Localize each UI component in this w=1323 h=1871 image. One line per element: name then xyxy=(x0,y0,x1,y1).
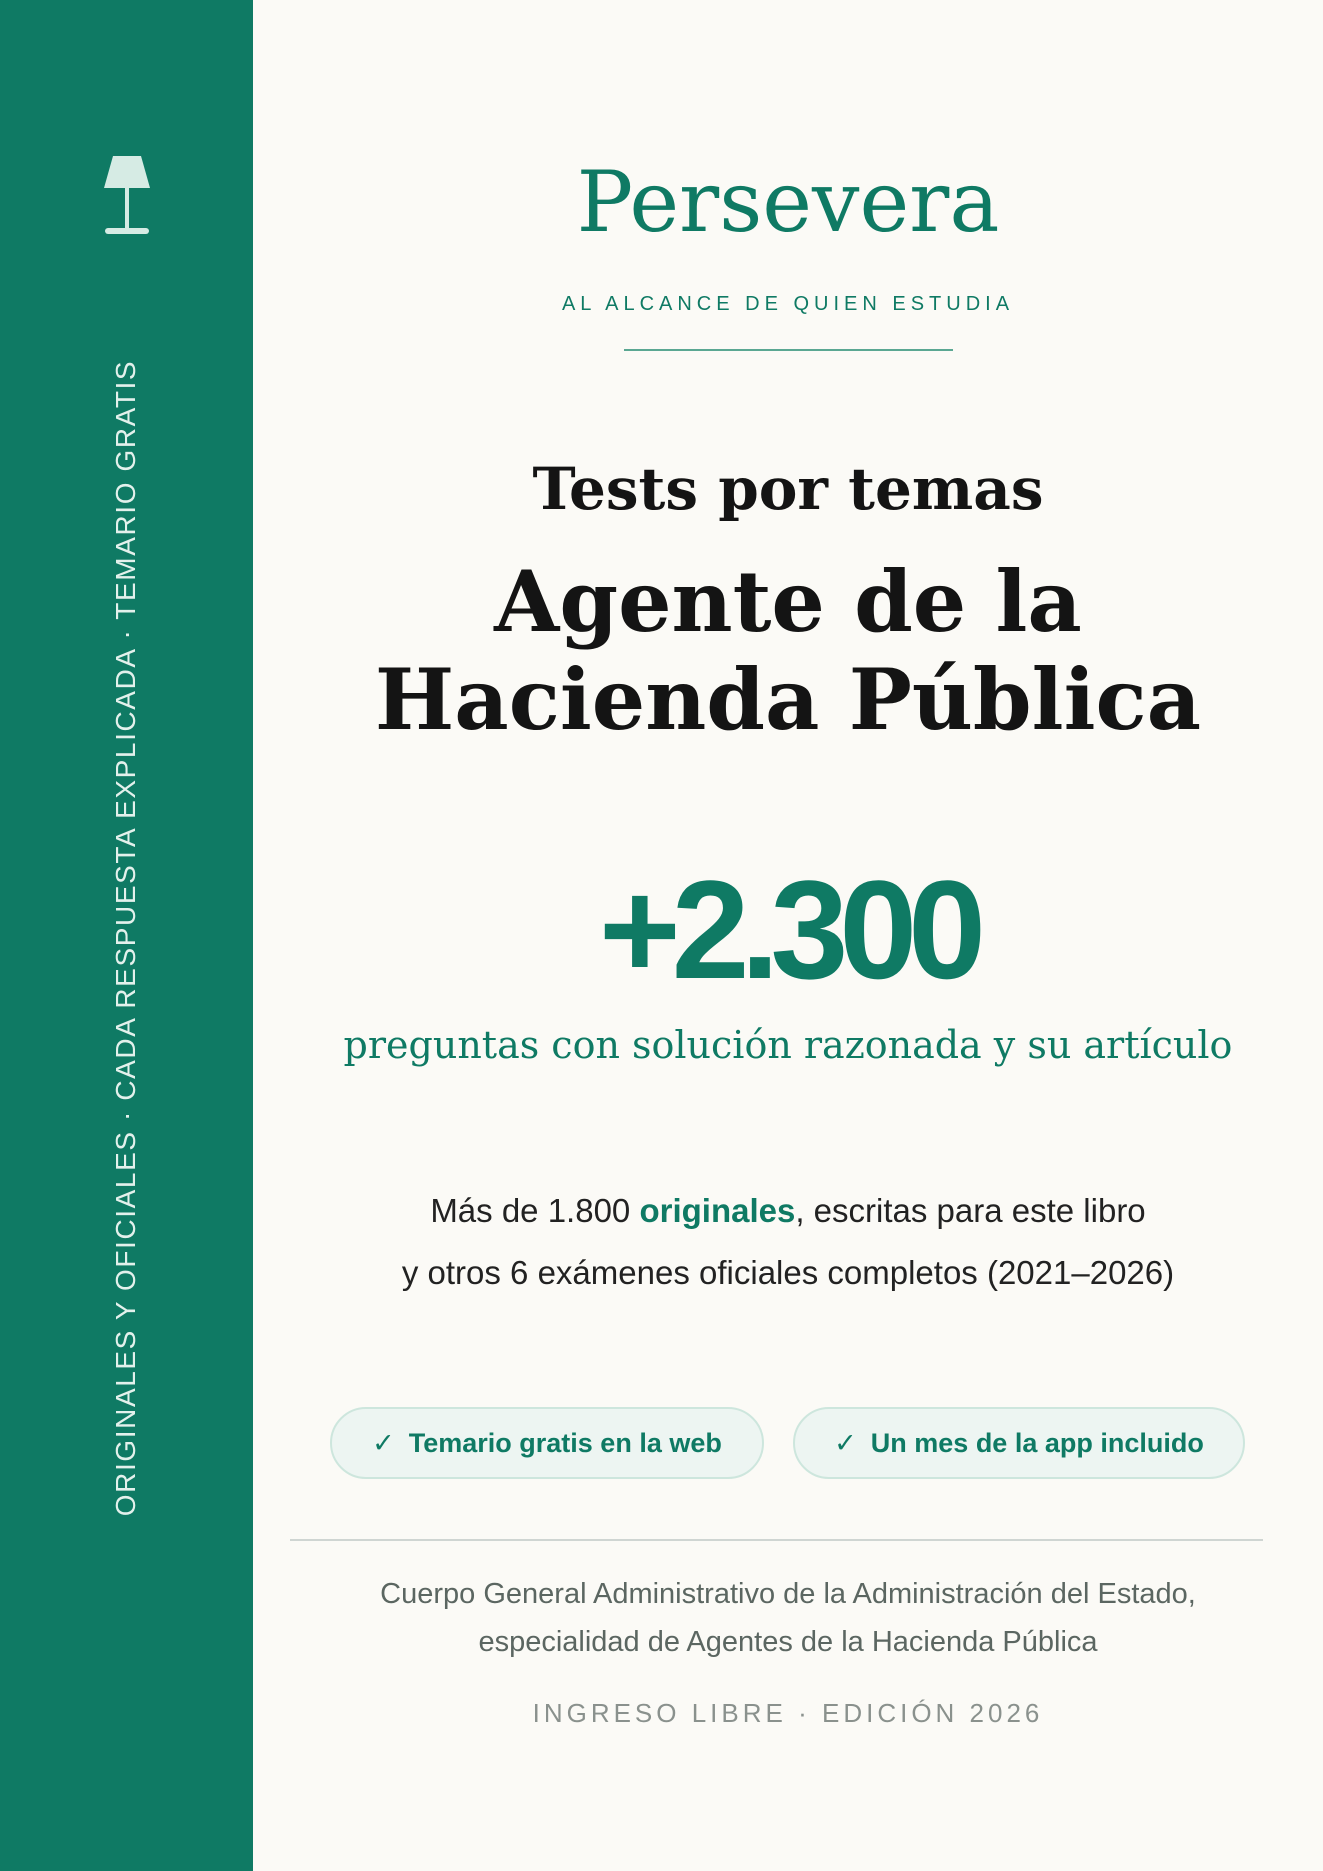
footer-divider xyxy=(290,1539,1263,1541)
check-icon: ✓ xyxy=(834,1427,857,1459)
badge-temario xyxy=(330,1407,764,1479)
badge-label: Un mes de la app incluido xyxy=(870,1427,1204,1458)
description-line1 xyxy=(253,1180,1323,1242)
brand-name: Persevera xyxy=(576,153,1000,251)
description-line1-post: , escritas para este libro xyxy=(795,1192,1146,1229)
cover-title-line1: Agente de la xyxy=(494,552,1082,651)
description-line2: y otros 6 exámenes oficiales completos (2021–2026) xyxy=(401,1254,1175,1291)
badge-label: Temario gratis en la web xyxy=(408,1427,722,1458)
cover-title-line2: Hacienda Pública xyxy=(374,650,1202,749)
footer-line2: especialidad de Agentes de la Hacienda Pública xyxy=(478,1626,1098,1658)
brand-tagline: AL ALCANCE DE QUIEN ESTUDIA xyxy=(561,293,1015,315)
footer-description xyxy=(253,1570,1323,1666)
lamp-icon xyxy=(102,156,152,240)
footer-line1: Cuerpo General Administrativo de la Administración del Estado, xyxy=(380,1578,1196,1610)
cover-main xyxy=(253,0,1323,1871)
description-line1-pre: Más de 1.800 xyxy=(430,1192,640,1229)
question-count-caption: preguntas con solución razonada y su artículo xyxy=(343,1023,1233,1067)
edition-label: INGRESO LIBRE · EDICIÓN 2026 xyxy=(532,1698,1044,1728)
badge-app xyxy=(793,1407,1245,1479)
check-icon: ✓ xyxy=(372,1427,395,1459)
cover-subtitle: Tests por temas xyxy=(532,455,1044,523)
description-highlight: originales xyxy=(639,1192,796,1229)
sidebar-vertical-text: ORIGINALES Y OFICIALES · CADA RESPUESTA EXPLICADA · TEMARIO GRATIS xyxy=(110,359,141,1517)
question-count: +2.300 xyxy=(598,851,978,1008)
tagline-divider xyxy=(624,349,953,351)
sidebar-band xyxy=(0,0,253,1871)
cover-title xyxy=(253,553,1323,749)
cover-description xyxy=(253,1180,1323,1304)
